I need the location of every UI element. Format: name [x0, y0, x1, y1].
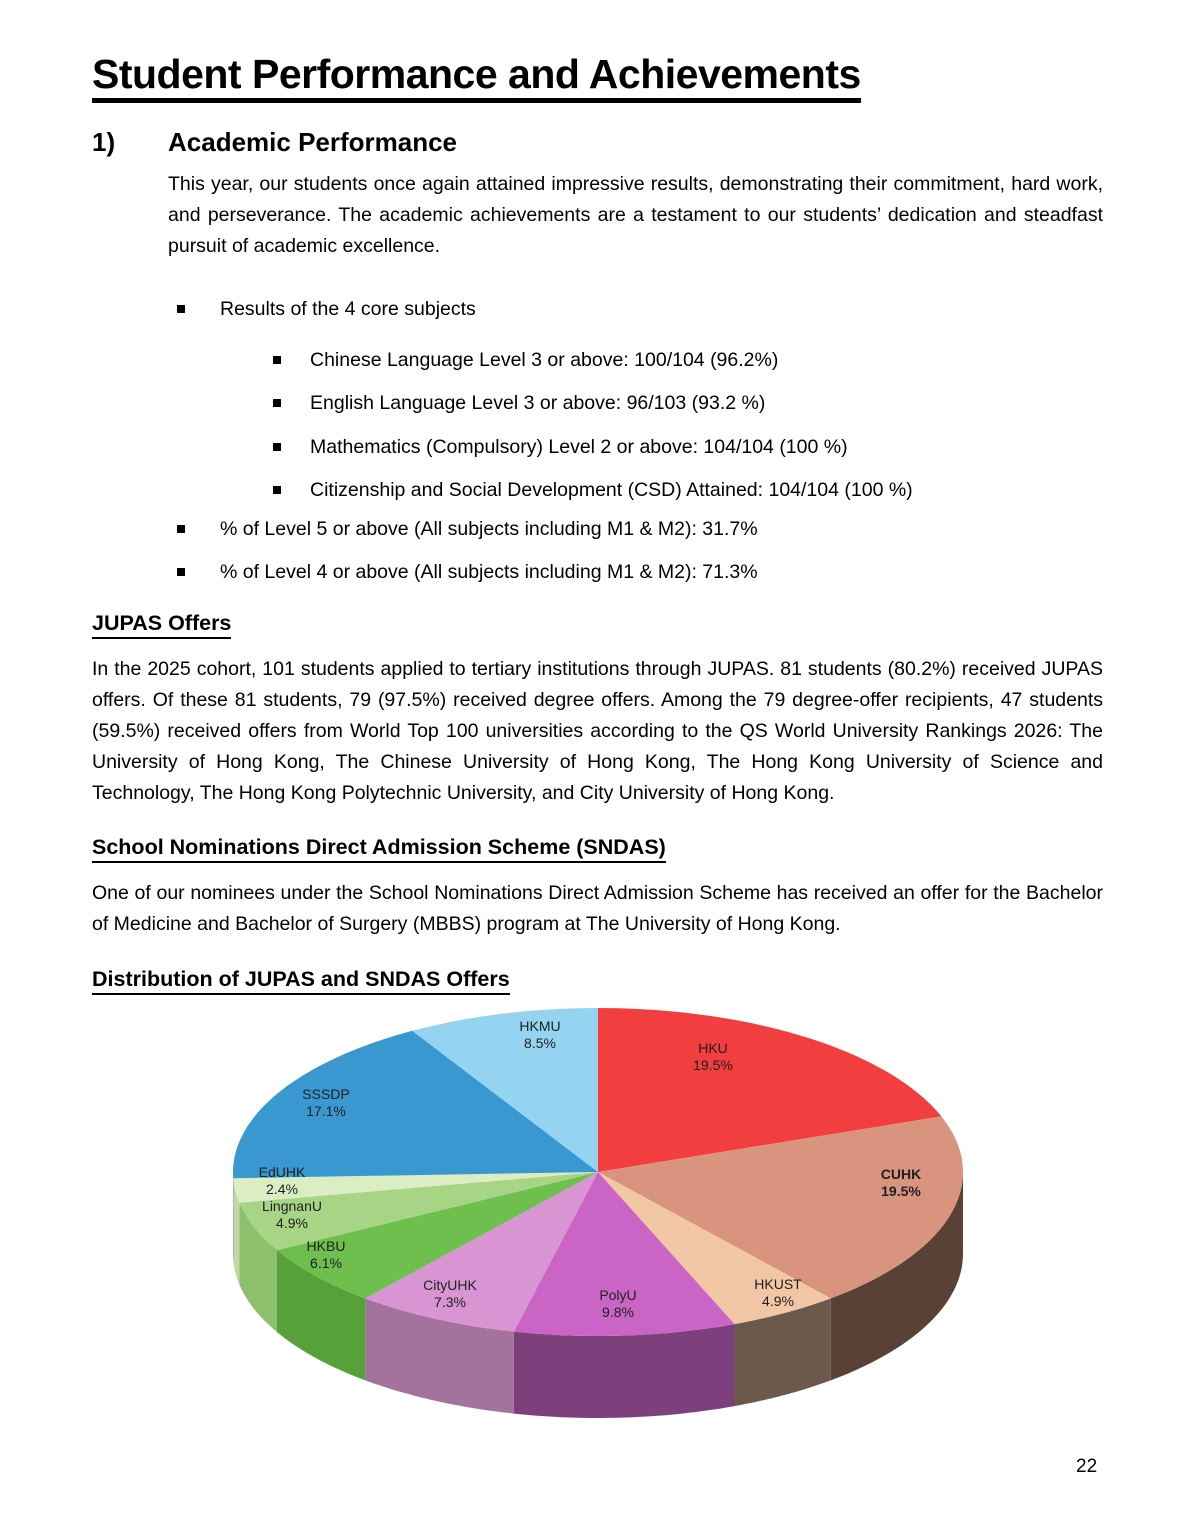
pie-label-CUHK: 19.5% [881, 1183, 921, 1199]
sndas-heading [92, 835, 1103, 863]
bullet-text: Citizenship and Social Development (CSD) Attained: 104/104 (100 %) [310, 479, 913, 502]
page-content [92, 0, 1103, 995]
pie-label-EdUHK: 2.4% [266, 1181, 298, 1197]
pie-label-HKMU: 8.5% [524, 1035, 556, 1051]
bullet-square-icon [177, 525, 185, 533]
bullet-text: Chinese Language Level 3 or above: 100/104 (96.2%) [310, 349, 779, 372]
pie-label-HKUST: 4.9% [762, 1293, 794, 1309]
section-number: 1) [92, 127, 116, 158]
bullet-mathematics [92, 436, 1103, 459]
bullet-square-icon [273, 443, 281, 451]
page-title [92, 52, 1103, 103]
bullet-square-icon [273, 486, 281, 494]
academic-intro-paragraph: This year, our students once again attained impressive results, demonstrating their commitment, hard work, and perseverance. The academic achievements are a testament to our students’ dedication and steadfast pursuit of academic excellence. [168, 173, 1103, 257]
pie-label-SSSDP: SSSDP [302, 1086, 350, 1102]
pie-label-EdUHK: EdUHK [258, 1164, 306, 1180]
jupas-offers-heading-text: JUPAS Offers [92, 611, 231, 639]
pie-side-PolyU [514, 1324, 735, 1418]
bullet-text: Results of the 4 core subjects [220, 297, 476, 320]
sndas-paragraph: One of our nominees under the School Nominations Direct Admission Scheme has received an offer for the Bachelor of Medicine and Bachelor of Surgery (MBBS) program at The University of Hong Kong. [92, 882, 1103, 936]
distribution-heading [92, 967, 1103, 995]
pie-label-HKU: HKU [698, 1040, 728, 1056]
pie-label-PolyU: PolyU [599, 1287, 637, 1303]
pie-label-HKMU: HKMU [519, 1018, 561, 1034]
section-academic-performance [92, 127, 1103, 158]
bullet-core-subjects [92, 298, 1103, 321]
pie-label-LingnanU: LingnanU [262, 1198, 322, 1214]
jupas-offers-heading [92, 611, 1103, 639]
pie-label-SSSDP: 17.1% [306, 1103, 346, 1119]
pie-label-LingnanU: 4.9% [276, 1215, 308, 1231]
bullet-text: % of Level 5 or above (All subjects including M1 & M2): 31.7% [220, 517, 758, 540]
pie-label-PolyU: 9.8% [602, 1304, 634, 1320]
bullet-chinese-language [92, 349, 1103, 372]
sndas-heading-text: School Nominations Direct Admission Scheme (SNDAS) [92, 835, 666, 863]
pie-label-HKBU: 6.1% [310, 1255, 342, 1271]
bullet-english-language [92, 392, 1103, 415]
bullet-square-icon [177, 305, 185, 313]
bullet-level4 [92, 561, 1103, 584]
offers-pie-chart [228, 1000, 973, 1445]
bullet-text: Mathematics (Compulsory) Level 2 or above: 104/104 (100 %) [310, 435, 848, 458]
bullet-square-icon [177, 568, 185, 576]
pie-label-CityUHK: CityUHK [423, 1277, 477, 1293]
bullet-square-icon [273, 356, 281, 364]
bullet-text: % of Level 4 or above (All subjects including M1 & M2): 71.3% [220, 561, 758, 583]
pie-label-HKU: 19.5% [693, 1057, 733, 1073]
bullet-square-icon [273, 399, 281, 407]
page-number: 22 [1076, 1456, 1098, 1477]
bullet-text: English Language Level 3 or above: 96/103 (93.2 %) [310, 392, 766, 415]
pie-label-HKUST: HKUST [754, 1276, 802, 1292]
page-title-text: Student Performance and Achievements [92, 52, 861, 103]
pie-label-CityUHK: 7.3% [434, 1294, 466, 1310]
jupas-offers-paragraph: In the 2025 cohort, 101 students applied to tertiary institutions through JUPAS. 81 students (80.2%) received JUPAS offers. Of these 81 students, 79 (97.5%) received degree offers. Among the 79 degree-offer recipients, 47 students (59.5%) received offers from World Top 100 universities according to the QS World University Rankings 2026: The University of Hong Kong, The Chinese University of Hong Kong, The Hong Kong University of Science and Technology, The Hong Kong Polytechnic University, and City University of Hong Kong. [92, 658, 1103, 804]
bullet-level5 [92, 518, 1103, 541]
distribution-heading-text: Distribution of JUPAS and SNDAS Offers [92, 967, 510, 995]
offers-pie-chart-svg [228, 1000, 973, 1445]
pie-label-HKBU: HKBU [306, 1238, 346, 1254]
bullet-csd [92, 479, 1103, 502]
pie-label-CUHK: CUHK [880, 1166, 922, 1182]
section-heading: Academic Performance [168, 127, 458, 158]
